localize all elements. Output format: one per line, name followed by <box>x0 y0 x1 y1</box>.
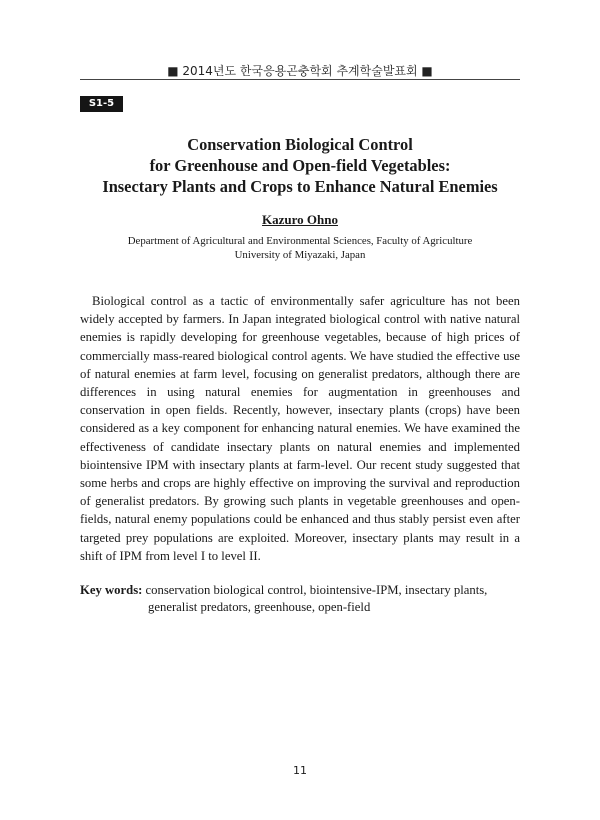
affiliation-line: Department of Agricultural and Environmental Sciences, Faculty of Agriculture <box>127 235 473 247</box>
running-header: ■ 2014년도 한국응용곤충학회 추계학술발표회 ■ <box>167 64 433 78</box>
title-line: Insectary Plants and Crops to Enhance Natural Enemies <box>102 177 498 196</box>
keywords-label: Key words: <box>80 583 143 597</box>
author-name: Kazuro Ohno <box>262 212 338 227</box>
abstract-body: Biological control as a tactic of environmentally safer agriculture has not been widely accepted by farmers. In Japan integrated biological control with native natural enemies is rapidly developing for greenhouse vegetables, because of high prices of commercially mass-reared biological control agents. We have studied the effective use of natural enemies at farm level, focusing on generalist predators, although there are differences in using natural enemies for augmentation in greenhouses and conservation in open fields. Recently, however, insectary plants (crops) have been considered as a key component for enhancing natural enemies. We have examined the effectiveness of candidate insectary plants on natural enemies and implemented biointensive IPM with insectary plants at farm-level. Our recent study suggested that some herbs and crops are highly effective on improving the survival and reproduction of generalist predators. By growing such plants in vegetable greenhouses and open-fields, natural enemy populations could be enhanced and thus stably persist even after targeted prey populations are exploited. Moreover, insectary plants may result in a shift of IPM from level I to level II. <box>80 294 520 563</box>
keywords-text: conservation biological control, biointensive-IPM, insectary plants, generalist predators, greenhouse, open-field <box>145 583 488 614</box>
affiliation <box>60 234 540 262</box>
page-number: 11 <box>293 764 307 777</box>
title-line: for Greenhouse and Open-field Vegetables: <box>149 156 451 175</box>
header-rule <box>80 79 520 80</box>
title-line: Conservation Biological Control <box>187 135 413 154</box>
paper-title <box>60 134 540 197</box>
session-tag: S1-5 <box>80 96 123 112</box>
keywords <box>80 582 520 616</box>
affiliation-line: University of Miyazaki, Japan <box>234 249 366 261</box>
